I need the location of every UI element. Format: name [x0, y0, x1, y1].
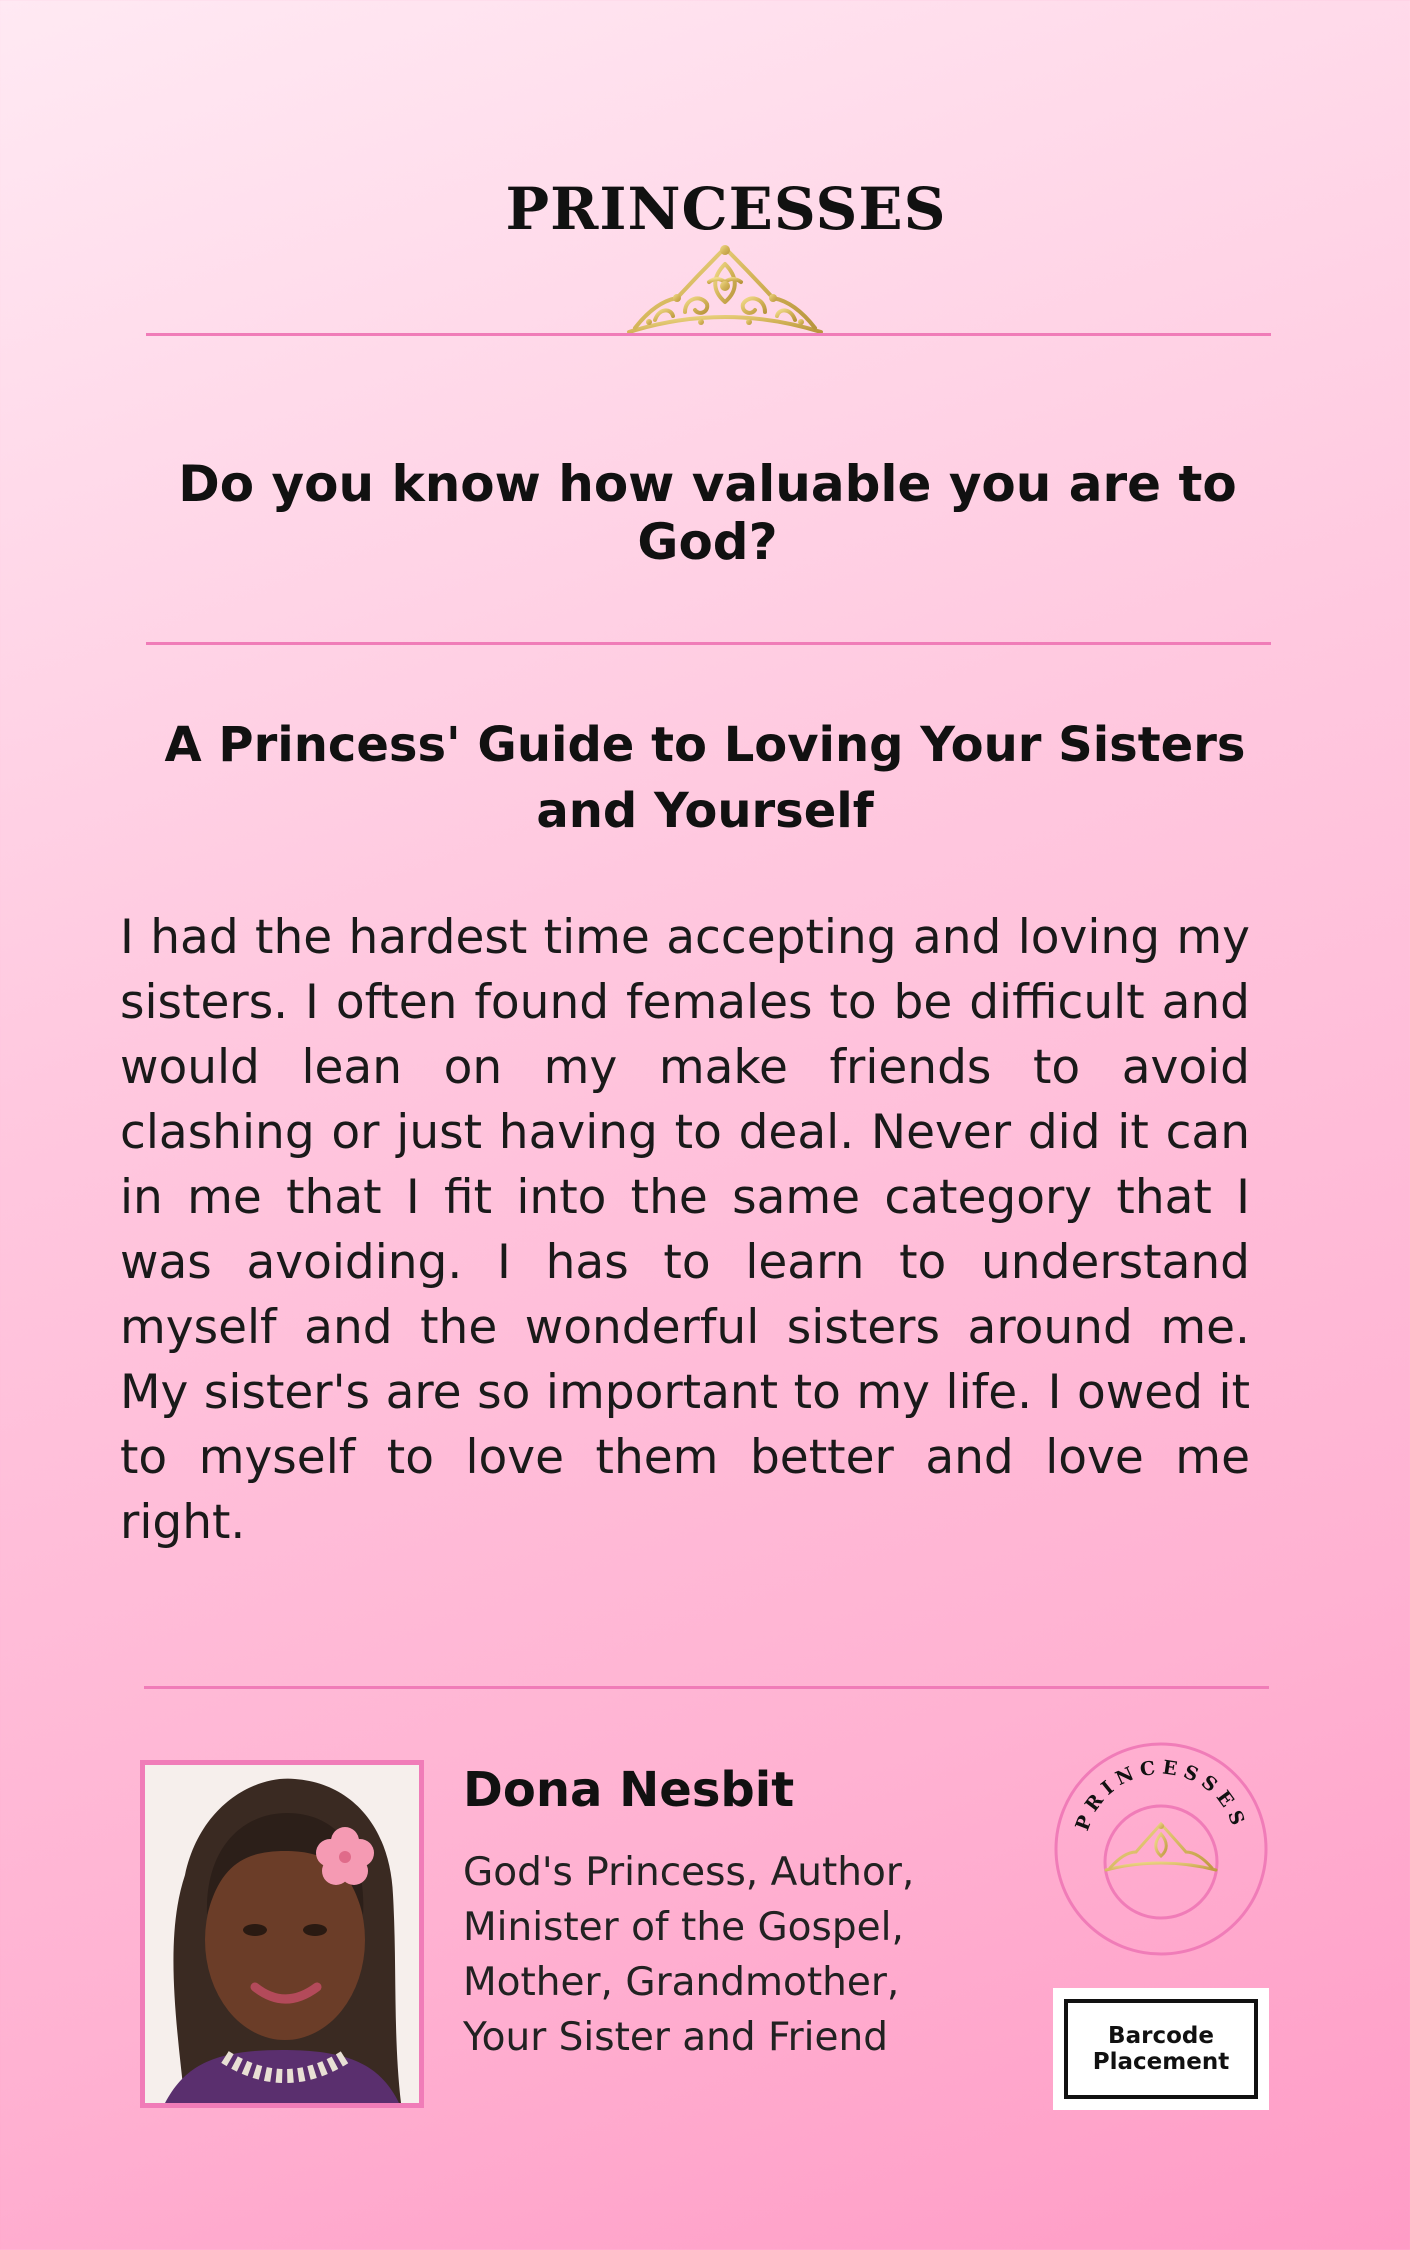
author-photo [140, 1760, 424, 2108]
seal-text: PRINCESSES [1071, 1756, 1251, 1834]
blurb-text: I had the hardest time accepting and loving my sisters. I often found females to be difficult and would lean on my make friends to avoid clashing or just having to deal. Never did it can in me that I fit into the same category that I was avoiding. I has to learn to understand myself and the wonderful sisters around me. My sister's are so important to my life. I owed it to myself to love them better and love me right. [120, 910, 1250, 1550]
brand-title: PRINCESSES [505, 175, 947, 243]
author-bio-line: Minister of the Gospel, [463, 1905, 904, 1950]
divider-3 [144, 1686, 1269, 1689]
author-bio [463, 1845, 914, 2065]
author-bio-line: Your Sister and Friend [463, 2015, 888, 2060]
divider-1 [146, 333, 1271, 336]
princesses-seal-logo [1052, 1740, 1270, 1958]
tiara-icon [625, 242, 825, 336]
book-subtitle: A Princess' Guide to Loving Your Sisters and Yourself [164, 717, 1246, 839]
question-heading: Do you know how valuable you are to God? [178, 455, 1237, 571]
barcode-placement-box [1053, 1988, 1269, 2110]
barcode-label-line1: Barcode [1108, 2023, 1214, 2049]
barcode-label-line2: Placement [1092, 2049, 1230, 2075]
author-bio-line: God's Princess, Author, [463, 1850, 915, 1895]
divider-2 [146, 642, 1271, 645]
author-bio-line: Mother, Grandmother, [463, 1960, 900, 2005]
author-name: Dona Nesbit [463, 1762, 795, 1818]
